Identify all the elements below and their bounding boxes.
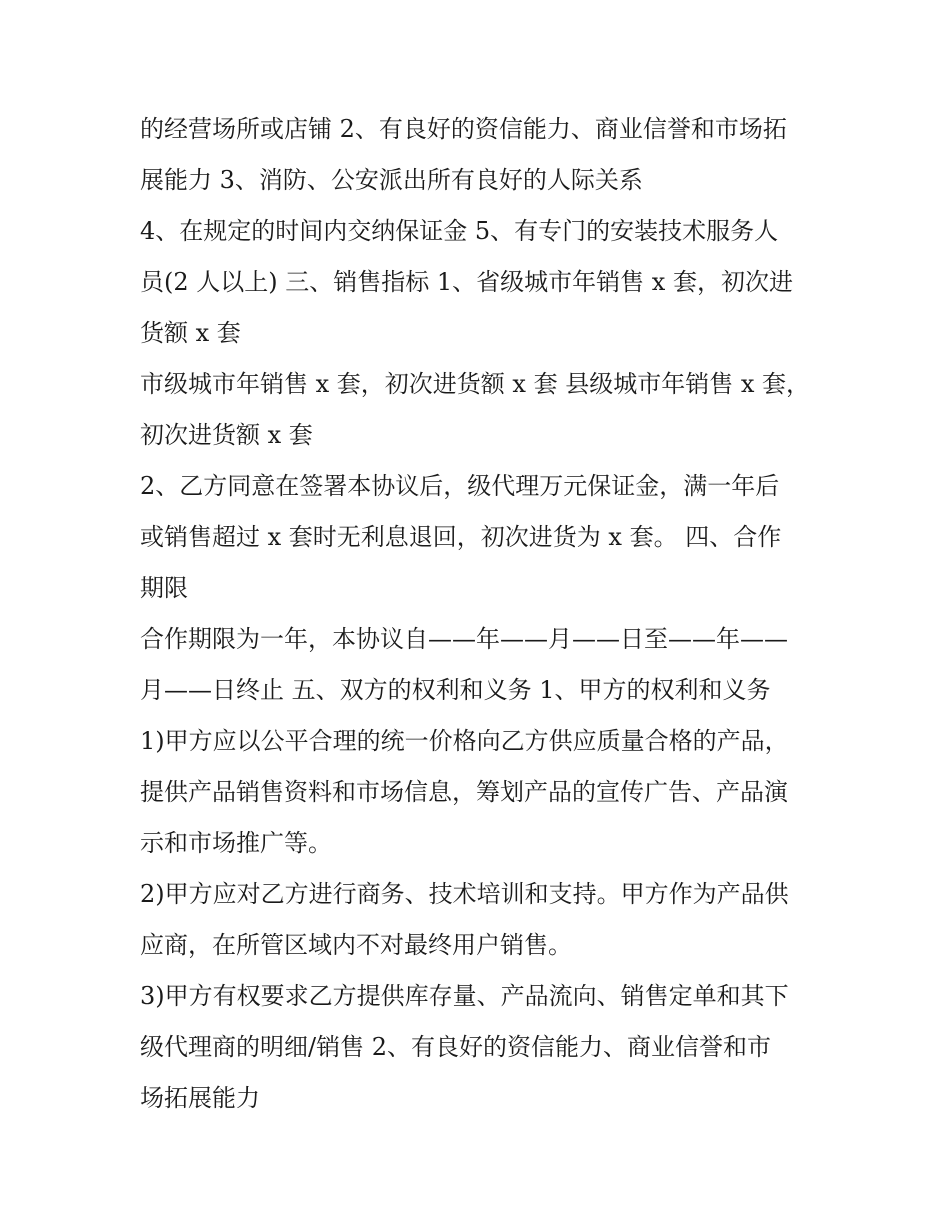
text-line: 场拓展能力	[140, 1084, 260, 1112]
text-line: 4、在规定的时间内交纳保证金 5、有专门的安装技术服务人	[140, 217, 779, 245]
text-line: 员(2 人以上) 三、销售指标 1、省级城市年销售 x 套，初次进	[140, 268, 793, 296]
text-line: 1)甲方应以公平合理的统一价格向乙方供应质量合格的产品，	[140, 727, 789, 755]
text-line: 应商，在所管区域内不对最终用户销售。	[140, 931, 572, 959]
text-line: 级代理商的明细/销售 2、有良好的资信能力、商业信誉和市	[140, 1033, 771, 1061]
document-body	[140, 104, 830, 1124]
text-line: 展能力 3、消防、公安派出所有良好的人际关系	[140, 166, 643, 194]
text-line: 示和市场推广等。	[140, 829, 332, 857]
text-line: 2、乙方同意在签署本协议后，级代理万元保证金，满一年后	[140, 472, 780, 500]
text-line: 期限	[140, 574, 188, 602]
text-line: 3)甲方有权要求乙方提供库存量、产品流向、销售定单和其下	[140, 982, 789, 1010]
text-line: 合作期限为一年，本协议自——年——月——日至——年——	[140, 625, 788, 653]
text-line: 市级城市年销售 x 套，初次进货额 x 套 县级城市年销售 x 套，	[140, 370, 811, 398]
text-line: 2)甲方应对乙方进行商务、技术培训和支持。甲方作为产品供	[140, 880, 789, 908]
text-line: 的经营场所或店铺 2、有良好的资信能力、商业信誉和市场拓	[140, 115, 787, 143]
text-line: 初次进货额 x 套	[140, 421, 313, 449]
text-line: 月——日终止 五、双方的权利和义务 1、甲方的权利和义务	[140, 676, 771, 704]
text-line: 货额 x 套	[140, 319, 241, 347]
text-line: 或销售超过 x 套时无利息退回，初次进货为 x 套。 四、合作	[140, 523, 782, 551]
text-line: 提供产品销售资料和市场信息，筹划产品的宣传广告、产品演	[140, 778, 788, 806]
